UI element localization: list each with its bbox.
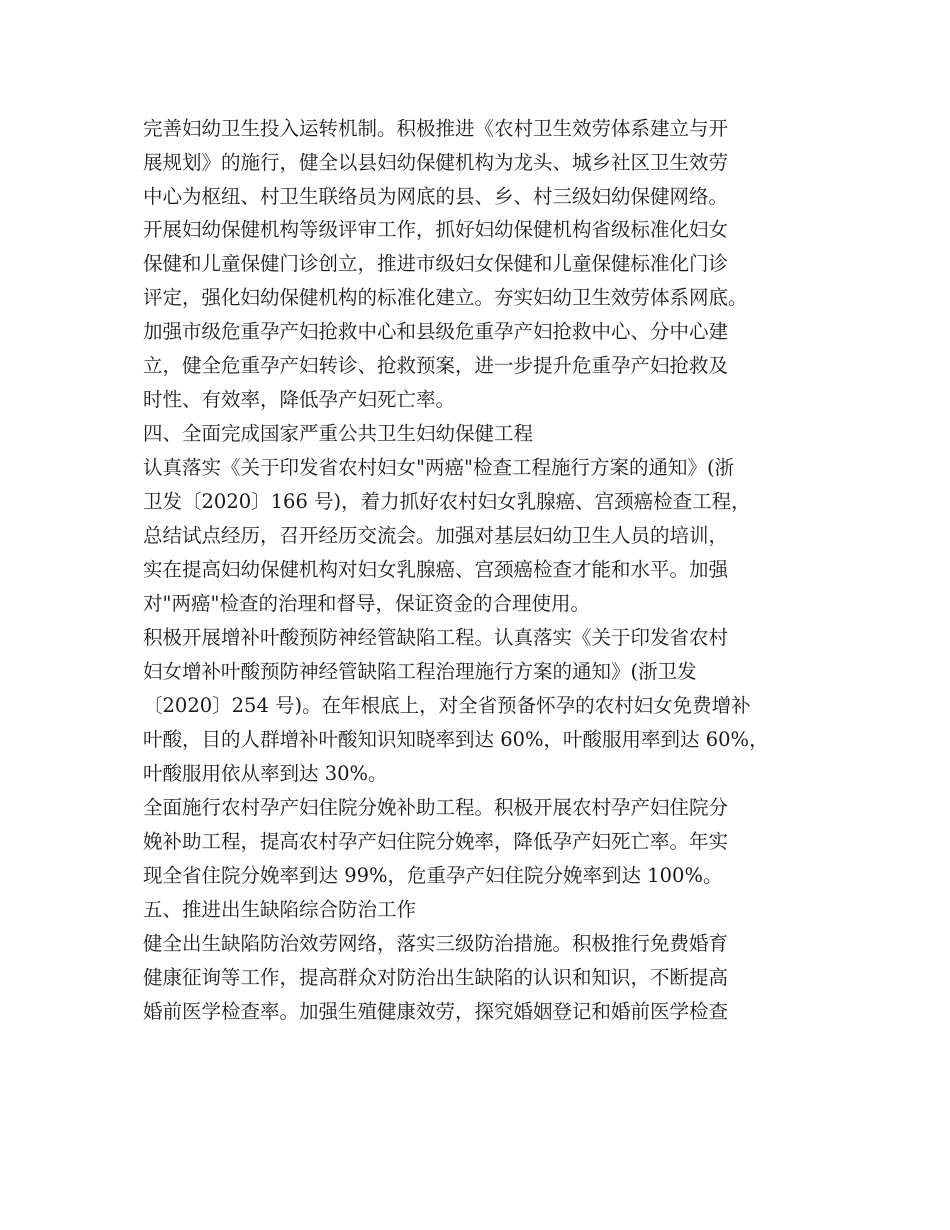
text-line: 立，健全危重孕产妇转诊、抢救预案，进一步提升危重孕产妇抢救及 — [143, 354, 729, 377]
text-line: 认真落实《关于印发省农村妇女"两癌"检查工程施行方案的通知》(浙 — [143, 456, 735, 479]
text-line: 健全出生缺陷防治效劳网络，落实三级防治措施。积极推行免费婚育 — [143, 932, 729, 955]
text-line: 总结试点经历，召开经历交流会。加强对基层妇幼卫生人员的培训， — [143, 524, 729, 547]
text-line: 娩补助工程，提高农村孕产妇住院分娩率，降低孕产妇死亡率。年实 — [143, 830, 729, 853]
text-line: 展规划》的施行，健全以县妇幼保健机构为龙头、城乡社区卫生效劳 — [143, 151, 729, 174]
text-line: 积极开展增补叶酸预防神经管缺陷工程。认真落实《关于印发省农村 — [143, 626, 729, 649]
text-line: 婚前医学检查率。加强生殖健康效劳，探究婚姻登记和婚前医学检查 — [143, 1000, 729, 1023]
text-line: 完善妇幼卫生投入运转机制。积极推进《农村卫生效劳体系建立与开 — [143, 117, 729, 140]
text-line: 加强市级危重孕产妇抢救中心和县级危重孕产妇抢救中心、分中心建 — [143, 320, 729, 343]
text-line: 卫发〔2020〕166 号)，着力抓好农村妇女乳腺癌、宫颈癌检查工程， — [143, 490, 751, 513]
text-line: 健康征询等工作，提高群众对防治出生缺陷的认识和知识，不断提高 — [143, 966, 729, 989]
text-line: 〔2020〕254 号)。在年根底上，对全省预备怀孕的农村妇女免费增补 — [143, 694, 751, 717]
text-line: 实在提高妇幼保健机构对妇女乳腺癌、宫颈癌检查才能和水平。加强 — [143, 558, 729, 581]
text-line: 时性、有效率，降低孕产妇死亡率。 — [143, 388, 456, 411]
text-line: 叶酸服用依从率到达 30%。 — [143, 762, 388, 785]
text-line: 评定，强化妇幼保健机构的标准化建立。夯实妇幼卫生效劳体系网底。 — [143, 286, 748, 309]
section-heading: 五、推进出生缺陷综合防治工作 — [143, 898, 417, 921]
text-line: 中心为枢纽、村卫生联络员为网底的县、乡、村三级妇幼保健网络。 — [143, 185, 729, 208]
text-line: 开展妇幼保健机构等级评审工作，抓好妇幼保健机构省级标准化妇女 — [143, 218, 729, 241]
text-line: 保健和儿童保健门诊创立，推进市级妇女保健和儿童保健标准化门诊 — [143, 252, 729, 275]
text-line: 现全省住院分娩率到达 99%，危重孕产妇住院分娩率到达 100%。 — [143, 864, 723, 887]
text-line: 对"两癌"检查的治理和督导，保证资金的合理使用。 — [143, 592, 590, 615]
text-line: 全面施行农村孕产妇住院分娩补助工程。积极开展农村孕产妇住院分 — [143, 796, 729, 819]
section-heading: 四、全面完成国家严重公共卫生妇幼保健工程 — [143, 422, 534, 445]
text-line: 叶酸，目的人群增补叶酸知识知晓率到达 60%，叶酸服用率到达 60%， — [143, 728, 769, 751]
text-line: 妇女增补叶酸预防神经管缺陷工程治理施行方案的通知》(浙卫发 — [143, 660, 697, 683]
